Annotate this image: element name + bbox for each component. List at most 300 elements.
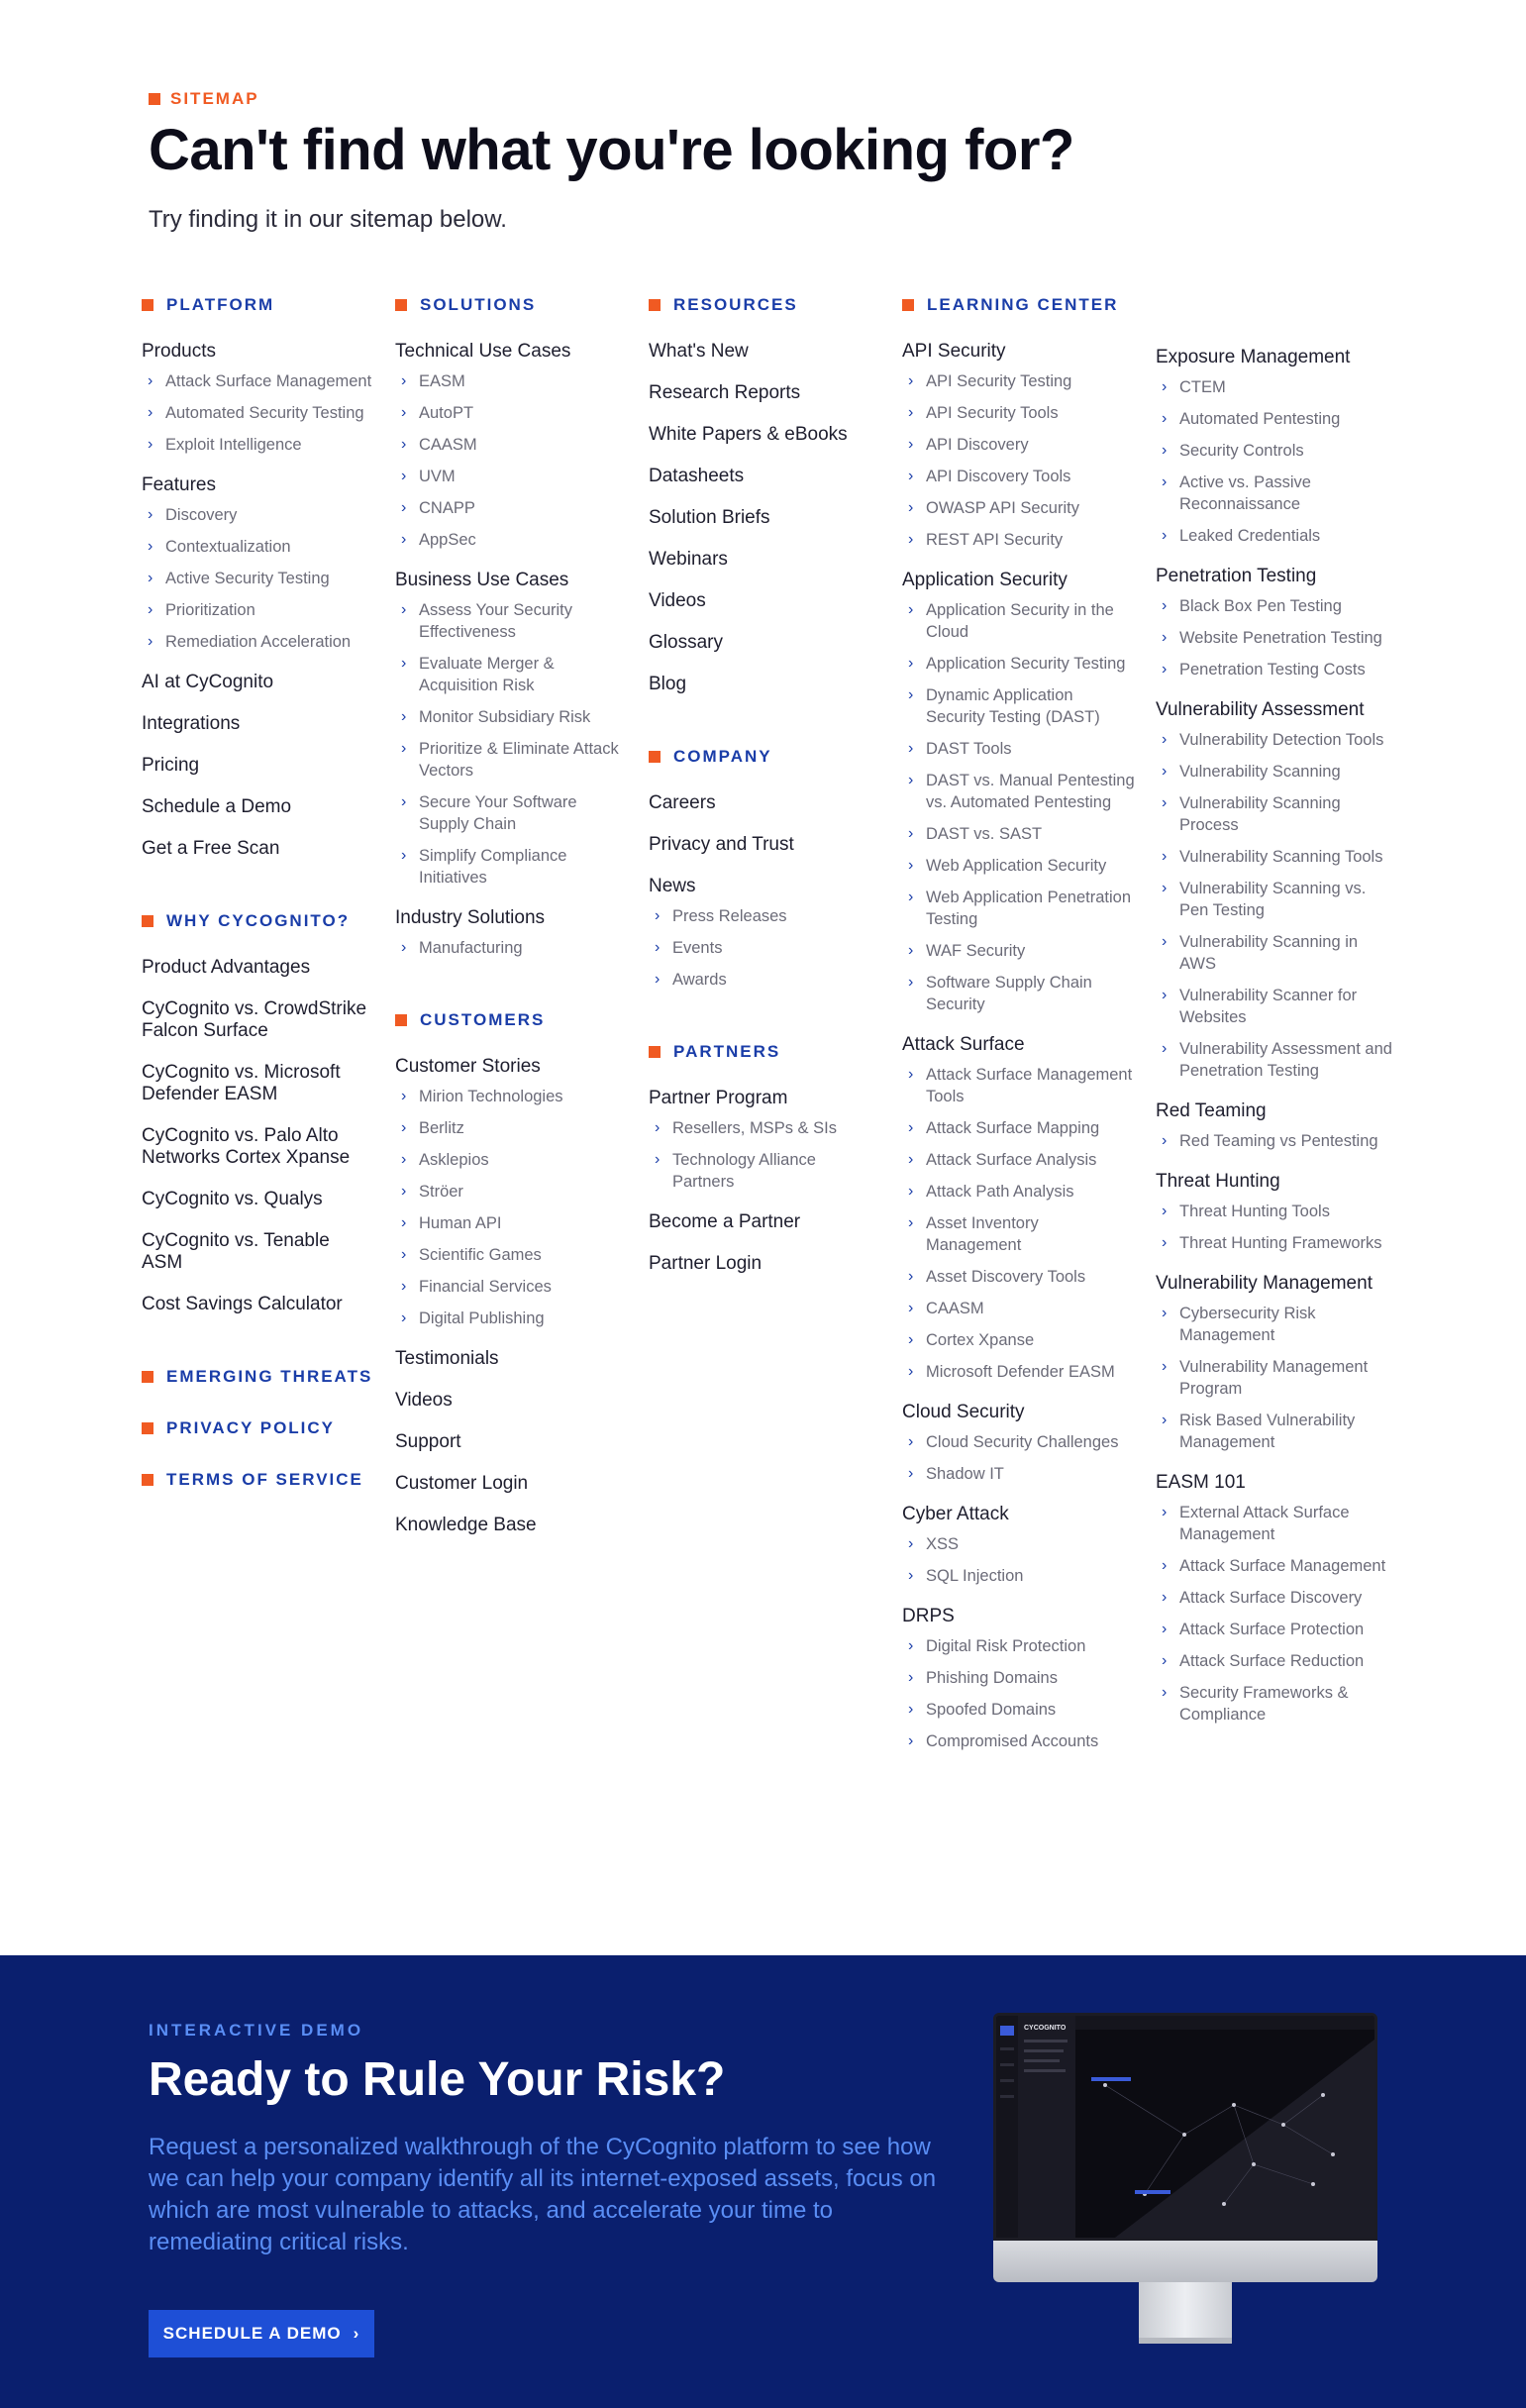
list-item[interactable] [902, 940, 1135, 962]
chevron-right-icon: › [401, 793, 407, 810]
chevron-right-icon: › [908, 772, 914, 788]
list-item-label: Vulnerability Assessment and Penetration Testing [1179, 1040, 1392, 1080]
list-item[interactable] [395, 653, 628, 696]
nav-link[interactable]: Pricing [142, 755, 200, 776]
list-item-label: OWASP API Security [926, 499, 1079, 517]
nav-link[interactable]: Privacy and Trust [649, 834, 794, 855]
list-item-label: Vulnerability Scanning vs. Pen Testing [1179, 880, 1367, 919]
group-items [395, 1086, 628, 1329]
list-item[interactable] [902, 1266, 1135, 1288]
list-item[interactable] [902, 466, 1135, 487]
chevron-right-icon: › [1162, 661, 1168, 678]
nav-link[interactable]: Knowledge Base [395, 1515, 537, 1535]
chevron-right-icon: › [1162, 442, 1168, 459]
nav-link[interactable]: Research Reports [649, 382, 801, 403]
platform-links [142, 672, 374, 860]
list-item-label: Leaked Credentials [1179, 527, 1321, 545]
column-learning-center [902, 295, 1135, 1771]
group-title[interactable]: Cyber Attack [902, 1504, 1009, 1524]
list-item[interactable] [1156, 408, 1393, 430]
chevron-right-icon: › [1162, 933, 1168, 950]
nav-link[interactable]: AI at CyCognito [142, 672, 274, 692]
nav-link[interactable]: Testimonials [395, 1348, 499, 1369]
group-title[interactable]: API Security [902, 341, 1006, 362]
chevron-right-icon: › [148, 372, 153, 389]
list-item[interactable] [1156, 627, 1393, 649]
list-item[interactable] [902, 1533, 1135, 1555]
button-label: SCHEDULE A DEMO [162, 2324, 342, 2343]
nav-link[interactable]: CyCognito vs. Palo Alto Networks Cortex Xpanse [142, 1125, 351, 1168]
list-item-label: Penetration Testing Costs [1179, 661, 1366, 679]
list-item[interactable] [1156, 1038, 1393, 1082]
group-title[interactable]: Business Use Cases [395, 570, 569, 590]
list-item[interactable] [395, 529, 628, 551]
list-item-label: Shadow IT [926, 1465, 1004, 1483]
nav-link[interactable]: Careers [649, 792, 716, 813]
nav-link[interactable]: White Papers & eBooks [649, 424, 848, 445]
list-item[interactable] [902, 1565, 1135, 1587]
chevron-right-icon: › [401, 1246, 407, 1263]
list-item[interactable] [1156, 1303, 1393, 1346]
chevron-right-icon: › [1162, 1234, 1168, 1251]
eyebrow-label: SITEMAP [170, 89, 259, 108]
list-item[interactable] [395, 434, 628, 456]
list-item-label: Cloud Security Challenges [926, 1433, 1119, 1451]
list-item-label: CAASM [419, 436, 477, 454]
group-title[interactable]: EASM 101 [1156, 1472, 1246, 1493]
link-group [1156, 1472, 1393, 1726]
list-item[interactable] [1156, 1619, 1393, 1640]
list-item-label: Asset Discovery Tools [926, 1268, 1086, 1286]
list-item-label: Discovery [165, 506, 238, 524]
list-item-label: Contextualization [165, 538, 291, 556]
list-item[interactable] [142, 631, 374, 653]
list-item[interactable] [395, 845, 628, 889]
nav-link[interactable]: Blog [649, 674, 687, 694]
list-item[interactable] [1156, 985, 1393, 1028]
why-links [142, 957, 374, 1315]
list-item[interactable] [1156, 471, 1393, 515]
column-resources [649, 295, 881, 1295]
group-title[interactable]: Customer Stories [395, 1056, 541, 1077]
nav-link[interactable]: Partner Login [649, 1253, 763, 1274]
chevron-right-icon: › [655, 1151, 661, 1168]
group-title[interactable]: Application Security [902, 570, 1068, 590]
chevron-right-icon: › [908, 974, 914, 991]
list-item[interactable] [142, 599, 374, 621]
list-item-label: Application Security Testing [926, 655, 1126, 673]
group-title[interactable]: News [649, 876, 696, 896]
list-item[interactable] [1156, 1650, 1393, 1672]
nav-link[interactable]: Datasheets [649, 466, 745, 486]
group-partner-program [649, 1088, 881, 1193]
list-item[interactable] [902, 1329, 1135, 1351]
list-item[interactable] [902, 770, 1135, 813]
list-item-label: Events [672, 939, 723, 957]
chevron-right-icon: › [908, 1363, 914, 1380]
chevron-right-icon: › [908, 825, 914, 842]
chevron-right-icon: › [401, 939, 407, 956]
group-title[interactable]: Penetration Testing [1156, 566, 1317, 586]
nav-link[interactable]: What's New [649, 341, 749, 362]
list-item[interactable] [1156, 846, 1393, 868]
list-item[interactable] [395, 599, 628, 643]
section-label[interactable]: RESOURCES [673, 295, 798, 314]
list-item-label: Threat Hunting Tools [1179, 1203, 1330, 1220]
resources-links [649, 341, 881, 695]
link-group [1156, 699, 1393, 1082]
list-item-label: API Security Testing [926, 372, 1072, 390]
list-item-label: API Security Tools [926, 404, 1059, 422]
list-item[interactable] [902, 1212, 1135, 1256]
nav-link[interactable]: Become a Partner [649, 1211, 801, 1232]
list-item[interactable] [395, 738, 628, 782]
list-item[interactable] [1156, 1682, 1393, 1726]
list-item[interactable] [142, 504, 374, 526]
list-item-label: Ströer [419, 1183, 463, 1201]
section-label[interactable]: PARTNERS [673, 1042, 781, 1061]
link-group [902, 570, 1135, 1015]
list-item-label: Asklepios [419, 1151, 489, 1169]
list-item[interactable] [902, 823, 1135, 845]
chevron-right-icon: › [1162, 987, 1168, 1003]
list-item[interactable] [902, 972, 1135, 1015]
list-item[interactable] [1156, 525, 1393, 547]
list-item-label: Active vs. Passive Reconnaissance [1179, 473, 1311, 513]
chevron-right-icon: › [1162, 1203, 1168, 1219]
group-items [1156, 376, 1393, 547]
nav-link[interactable]: CyCognito vs. Tenable ASM [142, 1230, 330, 1273]
nav-link[interactable]: Support [395, 1431, 461, 1452]
list-item[interactable] [1156, 1232, 1393, 1254]
section-label[interactable]: SOLUTIONS [420, 295, 537, 314]
list-item-label: Vulnerability Management Program [1179, 1358, 1369, 1398]
list-item[interactable] [902, 1463, 1135, 1485]
list-item[interactable] [902, 1431, 1135, 1453]
list-item[interactable] [1156, 1201, 1393, 1222]
group-items [142, 370, 374, 456]
chevron-right-icon: › [148, 436, 153, 453]
list-item[interactable] [1156, 1555, 1393, 1577]
group-items [649, 905, 881, 991]
list-item-label: API Discovery [926, 436, 1029, 454]
orange-square-icon [142, 299, 153, 311]
list-item-label: AppSec [419, 531, 476, 549]
list-item[interactable] [902, 1149, 1135, 1171]
list-item[interactable] [395, 466, 628, 487]
section-label[interactable]: PLATFORM [166, 295, 275, 314]
list-item[interactable] [395, 937, 628, 959]
list-item[interactable] [1156, 878, 1393, 921]
nav-link[interactable]: Product Advantages [142, 957, 311, 978]
section-label[interactable]: WHY CYCOGNITO? [166, 911, 351, 930]
list-item-label: Security Controls [1179, 442, 1304, 460]
nav-link[interactable]: CyCognito vs. Microsoft Defender EASM [142, 1062, 341, 1104]
list-item-label: Dynamic Application Security Testing (DAST) [926, 686, 1100, 726]
list-item[interactable] [1156, 1130, 1393, 1152]
list-item-label: Asset Inventory Management [926, 1214, 1039, 1254]
list-item[interactable] [649, 905, 881, 927]
list-item-label: CAASM [926, 1300, 984, 1317]
list-item[interactable] [395, 370, 628, 392]
section-label[interactable]: LEARNING CENTER [927, 295, 1119, 314]
list-item[interactable] [395, 1244, 628, 1266]
list-item-label: Attack Surface Management [165, 372, 372, 390]
chevron-right-icon: › [1162, 848, 1168, 865]
list-item[interactable] [395, 402, 628, 424]
chevron-right-icon: › [908, 1732, 914, 1749]
chevron-right-icon: › [655, 1119, 661, 1136]
list-item[interactable] [902, 1699, 1135, 1721]
section-label[interactable]: COMPANY [673, 747, 772, 766]
list-item[interactable] [1156, 595, 1393, 617]
list-item[interactable] [1156, 376, 1393, 398]
chevron-right-icon: › [1162, 1589, 1168, 1606]
list-item[interactable] [395, 791, 628, 835]
chevron-right-icon: › [908, 1119, 914, 1136]
list-item[interactable] [902, 887, 1135, 930]
section-label[interactable]: TERMS OF SERVICE [166, 1470, 363, 1489]
list-item[interactable] [395, 706, 628, 728]
chevron-right-icon: › [908, 436, 914, 453]
list-item[interactable] [902, 1181, 1135, 1203]
list-item[interactable] [902, 402, 1135, 424]
list-item-label: Assess Your Security Effectiveness [419, 601, 572, 641]
list-item[interactable] [649, 1117, 881, 1139]
nav-link[interactable]: Videos [649, 590, 706, 611]
chevron-right-icon: › [148, 601, 153, 618]
section-learning-center [902, 295, 1135, 315]
group-title[interactable]: Vulnerability Assessment [1156, 699, 1365, 720]
list-item-label: Attack Surface Reduction [1179, 1652, 1365, 1670]
group-title[interactable]: Products [142, 341, 216, 362]
list-item[interactable] [395, 1276, 628, 1298]
list-item-label: DAST vs. SAST [926, 825, 1043, 843]
nav-link[interactable]: Videos [395, 1390, 453, 1411]
list-item[interactable] [395, 1308, 628, 1329]
list-item[interactable] [1156, 729, 1393, 751]
section-label[interactable]: PRIVACY POLICY [166, 1418, 336, 1437]
list-item-label: Berlitz [419, 1119, 464, 1137]
group-title[interactable]: Attack Surface [902, 1034, 1025, 1055]
list-item-label: Simplify Compliance Initiatives [419, 847, 567, 887]
chevron-right-icon: › [401, 468, 407, 484]
list-item[interactable] [142, 402, 374, 424]
list-item[interactable] [1156, 659, 1393, 681]
nav-link[interactable]: Schedule a Demo [142, 796, 292, 817]
list-item[interactable] [902, 1064, 1135, 1107]
chevron-right-icon: › [148, 570, 153, 586]
list-item[interactable] [1156, 1356, 1393, 1400]
group-title[interactable]: Vulnerability Management [1156, 1273, 1373, 1294]
list-item-label: Spoofed Domains [926, 1701, 1057, 1719]
chevron-right-icon: › [908, 1183, 914, 1200]
group-items [1156, 1303, 1393, 1453]
list-item-label: Monitor Subsidiary Risk [419, 708, 591, 726]
chevron-right-icon: › [1162, 597, 1168, 614]
list-item[interactable] [902, 1730, 1135, 1752]
group-items [1156, 595, 1393, 681]
link-group [1156, 1273, 1393, 1453]
list-item-label: Attack Surface Protection [1179, 1621, 1365, 1638]
chevron-right-icon: › [401, 1278, 407, 1295]
chevron-right-icon: › [353, 2324, 360, 2343]
group-title[interactable]: Red Teaming [1156, 1100, 1267, 1121]
section-why [142, 911, 374, 931]
orange-square-icon [142, 1371, 153, 1383]
chevron-right-icon: › [908, 1151, 914, 1168]
chevron-right-icon: › [401, 1183, 407, 1200]
list-item-label: Microsoft Defender EASM [926, 1363, 1115, 1381]
list-item[interactable] [1156, 440, 1393, 462]
cta-paragraph: Request a personalized walkthrough of the CyCognito platform to see how we can help your company identify all its internet-exposed assets, focus on which are most vulnerable to attacks, and accelerate your time to remediating critical risks. [149, 2134, 937, 2255]
list-item[interactable] [395, 1181, 628, 1203]
chevron-right-icon: › [908, 1669, 914, 1686]
list-item[interactable] [902, 738, 1135, 760]
chevron-right-icon: › [655, 907, 661, 924]
chevron-right-icon: › [1162, 1557, 1168, 1574]
list-item-label: Prioritize & Eliminate Attack Vectors [419, 740, 619, 780]
list-item[interactable] [1156, 931, 1393, 975]
list-item-label: SQL Injection [926, 1567, 1024, 1585]
list-item[interactable] [902, 434, 1135, 456]
list-item[interactable] [395, 1149, 628, 1171]
nav-link[interactable]: CyCognito vs. CrowdStrike Falcon Surface [142, 998, 367, 1041]
monitor-stand [1139, 2282, 1232, 2342]
group-news [649, 876, 881, 991]
section-label[interactable]: EMERGING THREATS [166, 1367, 373, 1386]
section-emerging-threats [142, 1367, 374, 1387]
list-item[interactable] [395, 1086, 628, 1107]
list-item[interactable] [649, 937, 881, 959]
list-item[interactable] [142, 434, 374, 456]
link-group [902, 1402, 1135, 1485]
list-item[interactable] [902, 653, 1135, 675]
list-item[interactable] [1156, 1587, 1393, 1609]
group-technical-use-cases [395, 341, 628, 551]
nav-link[interactable]: Get a Free Scan [142, 838, 280, 859]
link-group [902, 1606, 1135, 1752]
chevron-right-icon: › [1162, 794, 1168, 811]
list-item[interactable] [649, 969, 881, 991]
section-customers [395, 1010, 628, 1030]
section-solutions [395, 295, 628, 315]
list-item[interactable] [902, 684, 1135, 728]
nav-link[interactable]: CyCognito vs. Qualys [142, 1189, 323, 1209]
link-group [902, 341, 1135, 551]
list-item-label: Financial Services [419, 1278, 552, 1296]
list-item-label: Automated Security Testing [165, 404, 364, 422]
list-item[interactable] [395, 1212, 628, 1234]
group-title[interactable]: Cloud Security [902, 1402, 1025, 1422]
chevron-right-icon: › [148, 506, 153, 523]
list-item-label: Vulnerability Detection Tools [1179, 731, 1384, 749]
chevron-right-icon: › [908, 740, 914, 757]
schedule-demo-button[interactable] [149, 2310, 374, 2357]
list-item[interactable] [902, 1635, 1135, 1657]
group-title[interactable]: Features [142, 474, 216, 495]
column-solutions [395, 295, 628, 1556]
list-item[interactable] [902, 529, 1135, 551]
group-title[interactable]: Partner Program [649, 1088, 788, 1108]
list-item[interactable] [395, 497, 628, 519]
list-item-label: Red Teaming vs Pentesting [1179, 1132, 1378, 1150]
chevron-right-icon: › [908, 686, 914, 703]
list-item[interactable] [1156, 1502, 1393, 1545]
section-privacy-policy [142, 1418, 374, 1438]
list-item[interactable] [902, 1667, 1135, 1689]
link-group [1156, 1100, 1393, 1152]
cta-eyebrow: INTERACTIVE DEMO [149, 2021, 364, 2040]
list-item-label: Software Supply Chain Security [926, 974, 1092, 1013]
nav-link[interactable]: Glossary [649, 632, 723, 653]
list-item[interactable] [1156, 792, 1393, 836]
chevron-right-icon: › [401, 404, 407, 421]
section-partners [649, 1042, 881, 1062]
nav-link[interactable]: Cost Savings Calculator [142, 1294, 343, 1314]
chevron-right-icon: › [148, 404, 153, 421]
list-item-label: XSS [926, 1535, 960, 1553]
section-platform [142, 295, 374, 315]
nav-link[interactable]: Webinars [649, 549, 728, 570]
list-item[interactable] [142, 536, 374, 558]
orange-square-icon [649, 1046, 661, 1058]
list-item[interactable] [142, 568, 374, 589]
list-item[interactable] [1156, 1410, 1393, 1453]
list-item[interactable] [902, 370, 1135, 392]
section-label[interactable]: CUSTOMERS [420, 1010, 546, 1029]
list-item-label: Web Application Security [926, 857, 1107, 875]
list-item[interactable] [902, 599, 1135, 643]
list-item[interactable] [902, 1298, 1135, 1319]
link-group [902, 1504, 1135, 1587]
group-items [902, 370, 1135, 551]
chevron-right-icon: › [1162, 763, 1168, 780]
chevron-right-icon: › [401, 655, 407, 672]
list-item-label: Technology Alliance Partners [672, 1151, 816, 1191]
group-title[interactable]: Threat Hunting [1156, 1171, 1280, 1192]
list-item[interactable] [1156, 761, 1393, 783]
group-items [1156, 729, 1393, 1082]
chevron-right-icon: › [908, 1300, 914, 1316]
list-item[interactable] [902, 1117, 1135, 1139]
group-title[interactable]: Exposure Management [1156, 347, 1351, 367]
list-item[interactable] [649, 1149, 881, 1193]
nav-link[interactable]: Customer Login [395, 1473, 529, 1494]
group-items [395, 599, 628, 889]
chevron-right-icon: › [401, 1309, 407, 1326]
link-group [1156, 566, 1393, 681]
monitor-illustration [993, 2013, 1377, 2310]
list-item-label: Attack Surface Management [1179, 1557, 1386, 1575]
group-title[interactable]: Technical Use Cases [395, 341, 571, 362]
nav-link[interactable]: Solution Briefs [649, 507, 770, 528]
list-item[interactable] [142, 370, 374, 392]
orange-square-icon [649, 751, 661, 763]
nav-link[interactable]: Integrations [142, 713, 241, 734]
page-subtitle: Try finding it in our sitemap below. [149, 206, 507, 233]
chevron-right-icon: › [401, 436, 407, 453]
list-item[interactable] [902, 1361, 1135, 1383]
chevron-right-icon: › [908, 1701, 914, 1718]
list-item[interactable] [395, 1117, 628, 1139]
list-item-label: Cybersecurity Risk Management [1179, 1305, 1316, 1344]
group-title[interactable]: DRPS [902, 1606, 955, 1626]
chevron-right-icon: › [1162, 410, 1168, 427]
list-item[interactable] [902, 855, 1135, 877]
group-title[interactable]: Industry Solutions [395, 907, 546, 928]
list-item[interactable] [902, 497, 1135, 519]
